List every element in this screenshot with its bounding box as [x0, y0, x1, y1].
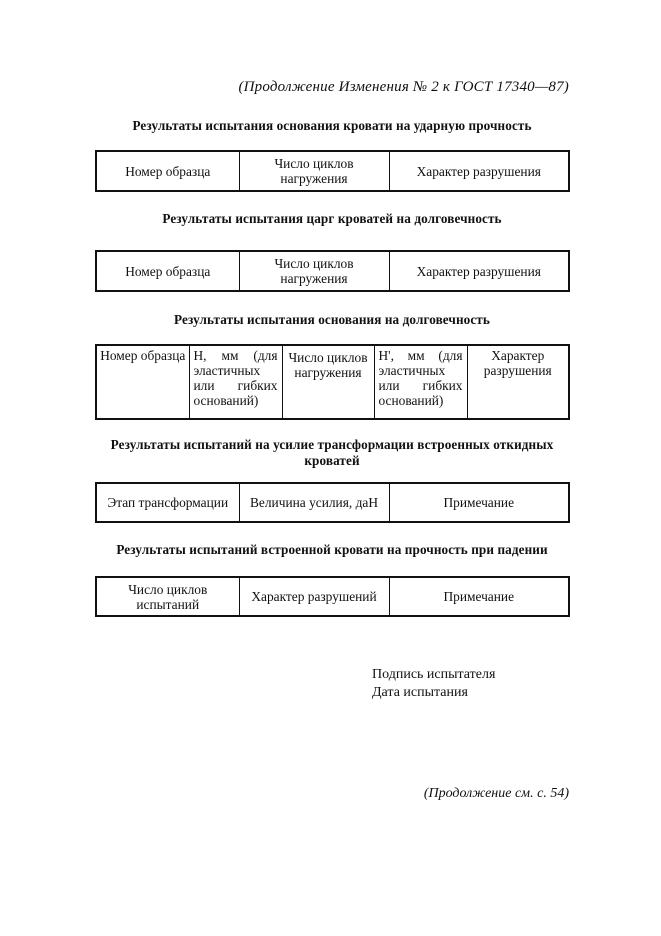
column-header: Величина усилия, даН — [239, 483, 389, 522]
table-row — [96, 345, 569, 419]
table-base-durability — [95, 344, 570, 420]
table-row — [96, 251, 569, 291]
column-header: Примечание — [389, 577, 569, 616]
section-title-base-durability: Результаты испытания основания на долговечность — [174, 312, 490, 327]
column-header: Номер образца — [96, 345, 189, 419]
section-title-impact-strength: Результаты испытания основания кровати на ударную прочность — [132, 118, 532, 133]
column-header: Примечание — [389, 483, 569, 522]
table-fall-strength — [95, 576, 570, 617]
column-header: Число циклов нагружения — [282, 345, 374, 419]
table-impact-strength — [95, 150, 570, 192]
signature-label: Подпись испытателя — [372, 667, 496, 682]
column-header: Число циклов нагружения — [239, 151, 389, 191]
section-title-fall-strength: Результаты испытаний встроенной кровати на прочность при падении — [116, 542, 548, 557]
column-header: Характер разрушения — [389, 251, 569, 291]
column-header: Число циклов нагружения — [239, 251, 389, 291]
column-header: H, мм (для эластичных или гибких оснований) — [189, 345, 282, 419]
section-title-side-rails-durability: Результаты испытания царг кроватей на долговечность — [162, 211, 502, 226]
footer-note: (Продолжение см. с. 54) — [423, 786, 569, 801]
column-header: Номер образца — [96, 251, 239, 291]
column-header: Число циклов испытаний — [96, 577, 239, 616]
table-transformation-force — [95, 482, 570, 523]
test-date-label: Дата испытания — [372, 685, 468, 700]
section-title-transformation-force: Результаты испытаний на усилие трансформации встроенных откидных кроватей — [110, 437, 554, 468]
table-row — [96, 151, 569, 191]
column-header: Характер разрушения — [467, 345, 569, 419]
table-side-rails-durability — [95, 250, 570, 292]
column-header: Характер разрушений — [239, 577, 389, 616]
column-header: Характер разрушения — [389, 151, 569, 191]
table-row — [96, 483, 569, 522]
column-header: Номер образца — [96, 151, 239, 191]
column-header: Этап трансформации — [96, 483, 239, 522]
header-note: (Продолжение Изменения № 2 к ГОСТ 17340—87) — [238, 79, 569, 95]
column-header: H', мм (для эластичных или гибких оснований) — [374, 345, 467, 419]
table-row — [96, 577, 569, 616]
